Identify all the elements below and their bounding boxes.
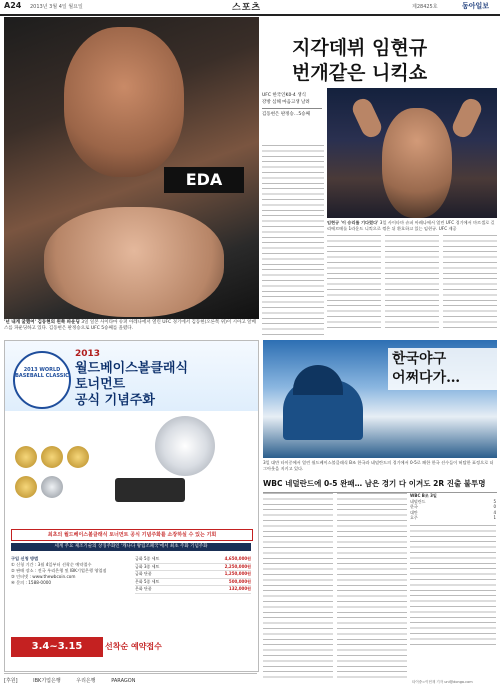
price-value: 132,000원 [228,586,251,592]
price-value: 500,000원 [228,578,251,584]
score-box-title: WBC B조 3일 [410,493,437,498]
fighter-celebration-photo [327,88,497,218]
price-item-name: 금화 3종 세트 [135,563,160,569]
ad-price-table [135,556,251,594]
ad-year: 2013 [75,349,101,359]
body-column [327,235,381,330]
team-name: 대만 [410,509,418,515]
photo1-caption-text: 3일 일본 사이타마 슈퍼 아레나에서 열린 UFC 경기에서 김동현(오른쪽 위)이 시아고 알베스를 파운딩하고 있다. 김동현은 판정승으로 UFC 5승째를 올렸다. [4,320,256,331]
price-row [135,556,251,564]
team-score: 0 [493,504,496,510]
photo2-caption-text: 3일 사이타마 슈퍼 아레나에서 열린 UFC 경기에서 마르셀로 길리에르메를 1라운드 니킥으로 꺾은 뒤 환호하고 있는 임현규. UFC 제공 [327,220,495,231]
price-row [135,571,251,579]
ad-title-line1: 월드베이스볼클래식 [75,361,189,376]
gold-coin-icon [67,446,89,468]
fight-photo: EDA [4,17,259,319]
gold-coin-icon [15,446,37,468]
newspaper-logo: 동아일보 [462,2,490,10]
page-header [0,0,500,16]
ad-title-line2: 토너먼트 [75,377,126,392]
score-row [410,515,496,521]
coin-display [15,416,248,506]
price-value: 1,250,000원 [224,571,251,577]
story2-headline-line1: 한국야구 [392,351,447,367]
coin-advertisement [4,340,259,672]
coin-case [115,478,185,502]
sponsor-item: [후원] [4,678,18,684]
sponsor-item: IBK기업은행 [33,678,61,684]
photo1-caption [4,320,259,332]
price-row [135,579,251,587]
photo2-caption [327,220,497,231]
price-value: 4,650,000원 [224,556,251,562]
score-box [410,493,496,645]
stats-body [410,525,496,645]
story2-body-column [337,493,407,678]
team-name: 한국 [410,504,418,510]
photo3-caption: 3일 대만 타이중에서 열린 월드베이스볼클래식 B조 한국과 네덜란드의 경기에서 0-5로 패한 한국 선수들이 허탈한 표정으로 더그아웃을 지키고 있다. [263,460,494,471]
story1-headline [292,36,497,86]
team-name: 네덜란드 [410,498,426,504]
team-score: 5 [493,498,496,504]
gold-coin-icon [15,476,37,498]
price-item-name: 금화 5종 세트 [135,556,160,562]
ad-title [75,361,188,409]
page-number: A24 [4,1,22,10]
ad-title-line3: 공식 기념주화 [75,393,155,408]
section-title: 스포츠 [232,3,262,13]
photo1-caption-title: '넌 내게 굴했어' 김동현의 왼쪽 파운딩 [4,320,80,325]
price-item-name: 금화 단품 [135,571,152,577]
price-item-name: 은화 5종 세트 [135,578,160,584]
sale-dates: 3.4~3.15 [11,637,103,657]
ad-detail-line: ① 신청 기간 : 3월 4일부터 선착순 예약접수 [11,562,92,567]
ad-detail-line: ③ 인터넷 : www.thewbcoin.com [11,574,76,579]
ad-detail-line: 구입 신청 방법 [11,556,39,561]
team-score: 4 [493,509,496,515]
issue-date: 2013년 3월 4일 월요일 [30,4,83,10]
story1-sub-1: UFC 한국인K0-4 생식 [262,93,306,98]
price-value: 2,250,000원 [224,563,251,569]
sponsor-item: PARAGON [111,678,136,684]
edition-number: 제28425호 [412,4,438,10]
team-name: 호주 [410,515,418,521]
team-score: 1 [493,515,496,521]
price-row [135,586,251,594]
gold-coin-icon [41,446,63,468]
story1-sub-2: 강방 심해 마음고생 날려 [262,100,310,105]
story2-headline [388,348,500,390]
sponsor-item: 우리은행 [76,678,96,684]
wbc-logo [13,351,71,409]
story2-body-column [263,493,333,678]
story1-headline-line2: 번개같은 니킥쇼 [292,62,428,84]
body-column [385,235,439,330]
price-item-name: 은화 단품 [135,586,152,592]
ad-banner: 최초의 월드베이스볼클래식 토너먼트 공식 기념주화를 소장하실 수 있는 기회 [11,529,253,541]
story2-subheadline: WBC 네덜란드에 0-5 완패… 남은 경기 다 이겨도 2R 진출 불투명 [263,478,497,493]
story1-headline-line1: 지각데뷔 임현규 [292,37,428,59]
reporter-byline: 타이중=이헌재 기자 uni@donga.com [412,680,473,684]
ad-purchase-details [11,556,131,586]
silver-coin-icon [41,476,63,498]
sponsor-footer [4,673,257,688]
wbc-logo-text: 2013 WORLD BASEBALL CLASSIC [15,367,69,379]
ad-detail-line: ④ 문의 : 1588-0000 [11,580,52,585]
story1-sub-3: 김동현은 판정승…5승째 [262,112,310,117]
ad-band: 세계 주요 제조기술의 상징주화인 '캐나다 왕립조폐국'에서 최초 주화 기념주화 [11,543,251,551]
story2-headline-line2: 어쩌다가… [392,370,461,386]
story1-body-column [262,145,324,335]
photo2-caption-title: 임현규 '이 승리를 기다렸다' [327,220,379,225]
ad-detail-line: ② 판매 장소 : 전국 우리은행 및 IBK기업은행 영업점 [11,568,107,573]
silver-coin-icon [155,416,215,476]
story1-subheadings [262,92,322,118]
price-row [135,564,251,572]
body-column [443,235,497,330]
divider [262,108,322,109]
sale-label: 선착순 예약접수 [105,642,162,651]
